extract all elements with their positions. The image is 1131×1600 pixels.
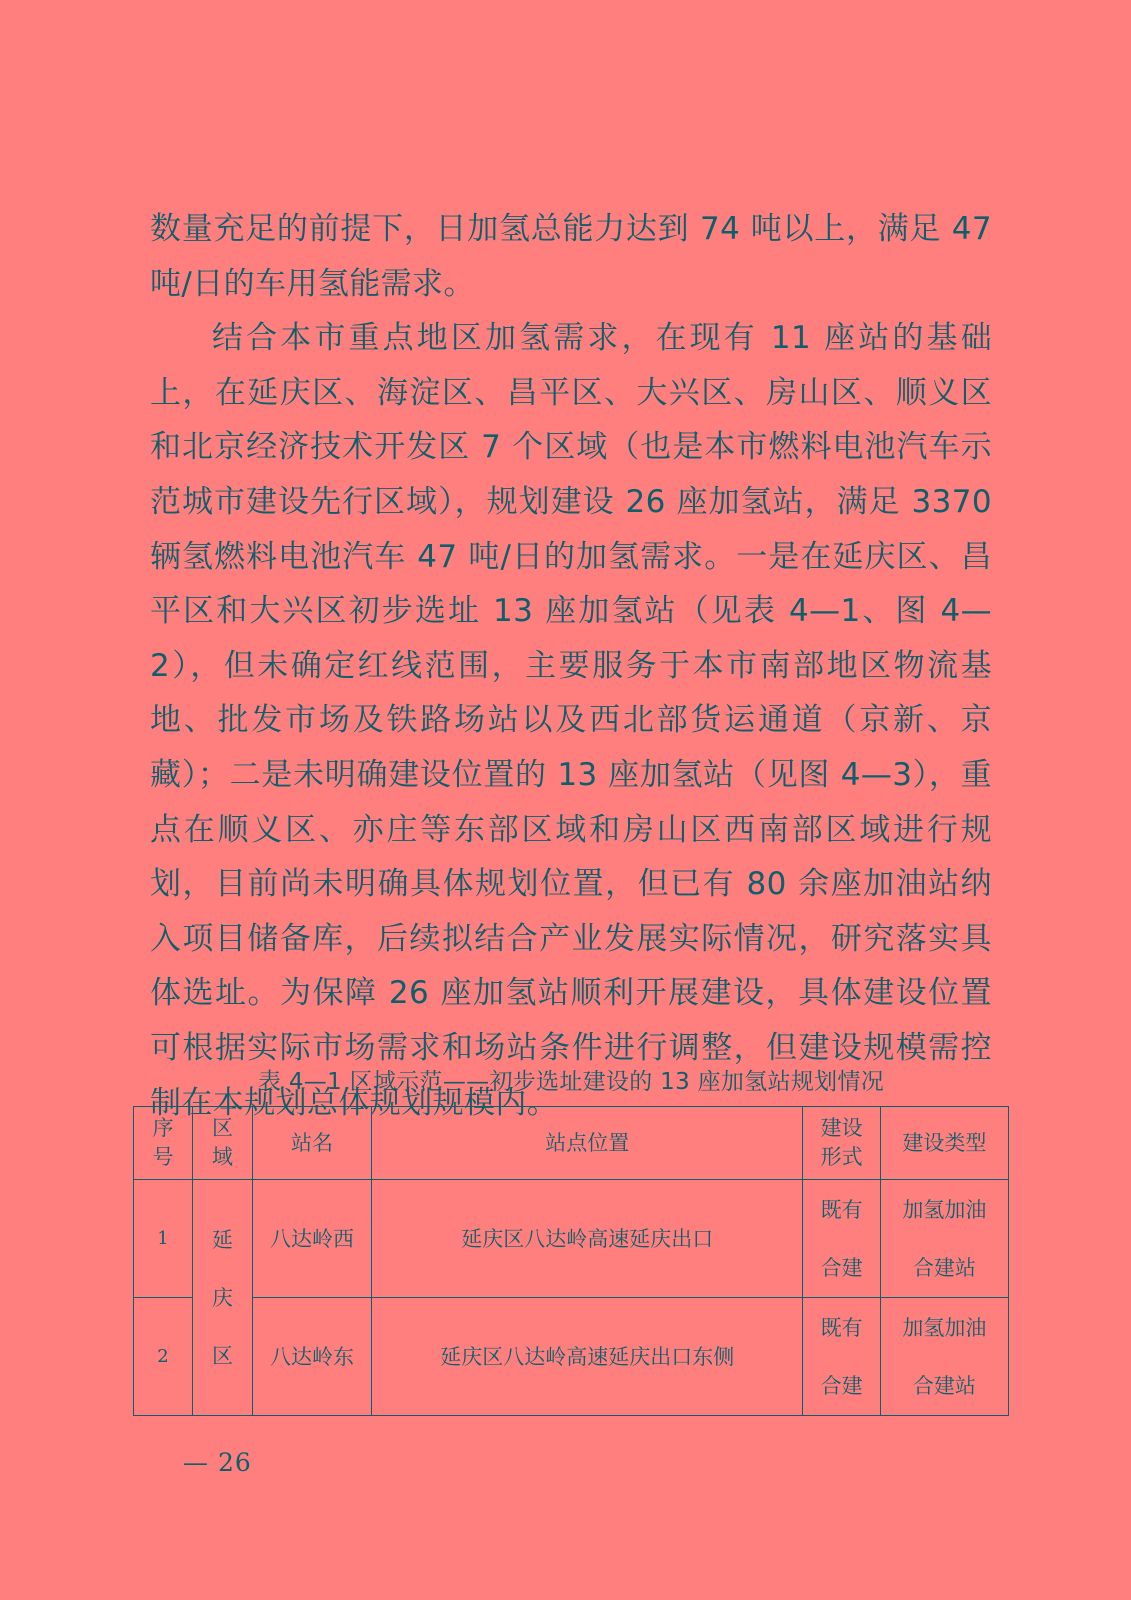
row-seq: 2 (134, 1298, 193, 1416)
row-construction-type: 加氢加油 合建站 (880, 1298, 1008, 1416)
page-number: — 26 (183, 1448, 252, 1477)
table-row (134, 1298, 1009, 1416)
header-location: 站点位置 (372, 1107, 803, 1180)
table-caption: 表 4—1 区域示范——初步选址建设的 13 座加氢站规划情况 (257, 1069, 885, 1095)
paragraph-continuation: 数量充足的前提下，日加氢总能力达到 74 吨以上，满足 47 吨/日的车用氢能需求。 (150, 211, 992, 302)
main-text (150, 202, 992, 1130)
header-construction-type: 建设类型 (880, 1107, 1008, 1180)
header-station-name: 站名 (253, 1107, 372, 1180)
header-seq: 序 号 (134, 1107, 193, 1180)
row-station-name: 八达岭东 (253, 1298, 372, 1416)
row-location: 延庆区八达岭高速延庆出口 (372, 1180, 803, 1298)
table-header-row (134, 1107, 1009, 1180)
row-location: 延庆区八达岭高速延庆出口东侧 (372, 1298, 803, 1416)
row-seq: 1 (134, 1180, 193, 1298)
row-construction-type: 加氢加油 合建站 (880, 1180, 1008, 1298)
header-construction-form: 建设 形式 (803, 1107, 880, 1180)
table-row (134, 1180, 1009, 1298)
row-construction-form: 既有 合建 (803, 1298, 880, 1416)
station-table (133, 1106, 1009, 1416)
district-cell: 延 庆 区 (193, 1180, 253, 1416)
row-station-name: 八达岭西 (253, 1180, 372, 1298)
header-district: 区 域 (193, 1107, 253, 1180)
row-construction-form: 既有 合建 (803, 1180, 880, 1298)
paragraph-planning: 结合本市重点地区加氢需求，在现有 11 座站的基础上，在延庆区、海淀区、昌平区、大兴区、房山区、顺义区和北京经济技术开发区 7 个区域（也是本市燃料电池汽车示范城市建设先行区域），规划建设 26 座加氢站，满足 3370 辆氢燃料电池汽车 47 吨/日的加氢需求。一是在延庆区、昌平区和大兴区初步选址 13 座加氢站（见表 4—1、图 4—2），但未确定红线范围，主要服务于本市南部地区物流基地、批发市场及铁路场站以及西北部货运通道（京新、京藏）；二是未明确建设位置的 13 座加氢站（见图 4—3），重点在顺义区、亦庄等东部区域和房山区西南部区域进行规划，目前尚未明确具体规划位置，但已有 80 余座加油站纳入项目储备库，后续拟结合产业发展实际情况，研究落实具体选址。为保障 26 座加氢站顺利开展建设，具体建设位置可根据实际市场需求和场站条件进行调整，但建设规模需控制在本规划总体规划规模内。 (150, 320, 992, 1121)
